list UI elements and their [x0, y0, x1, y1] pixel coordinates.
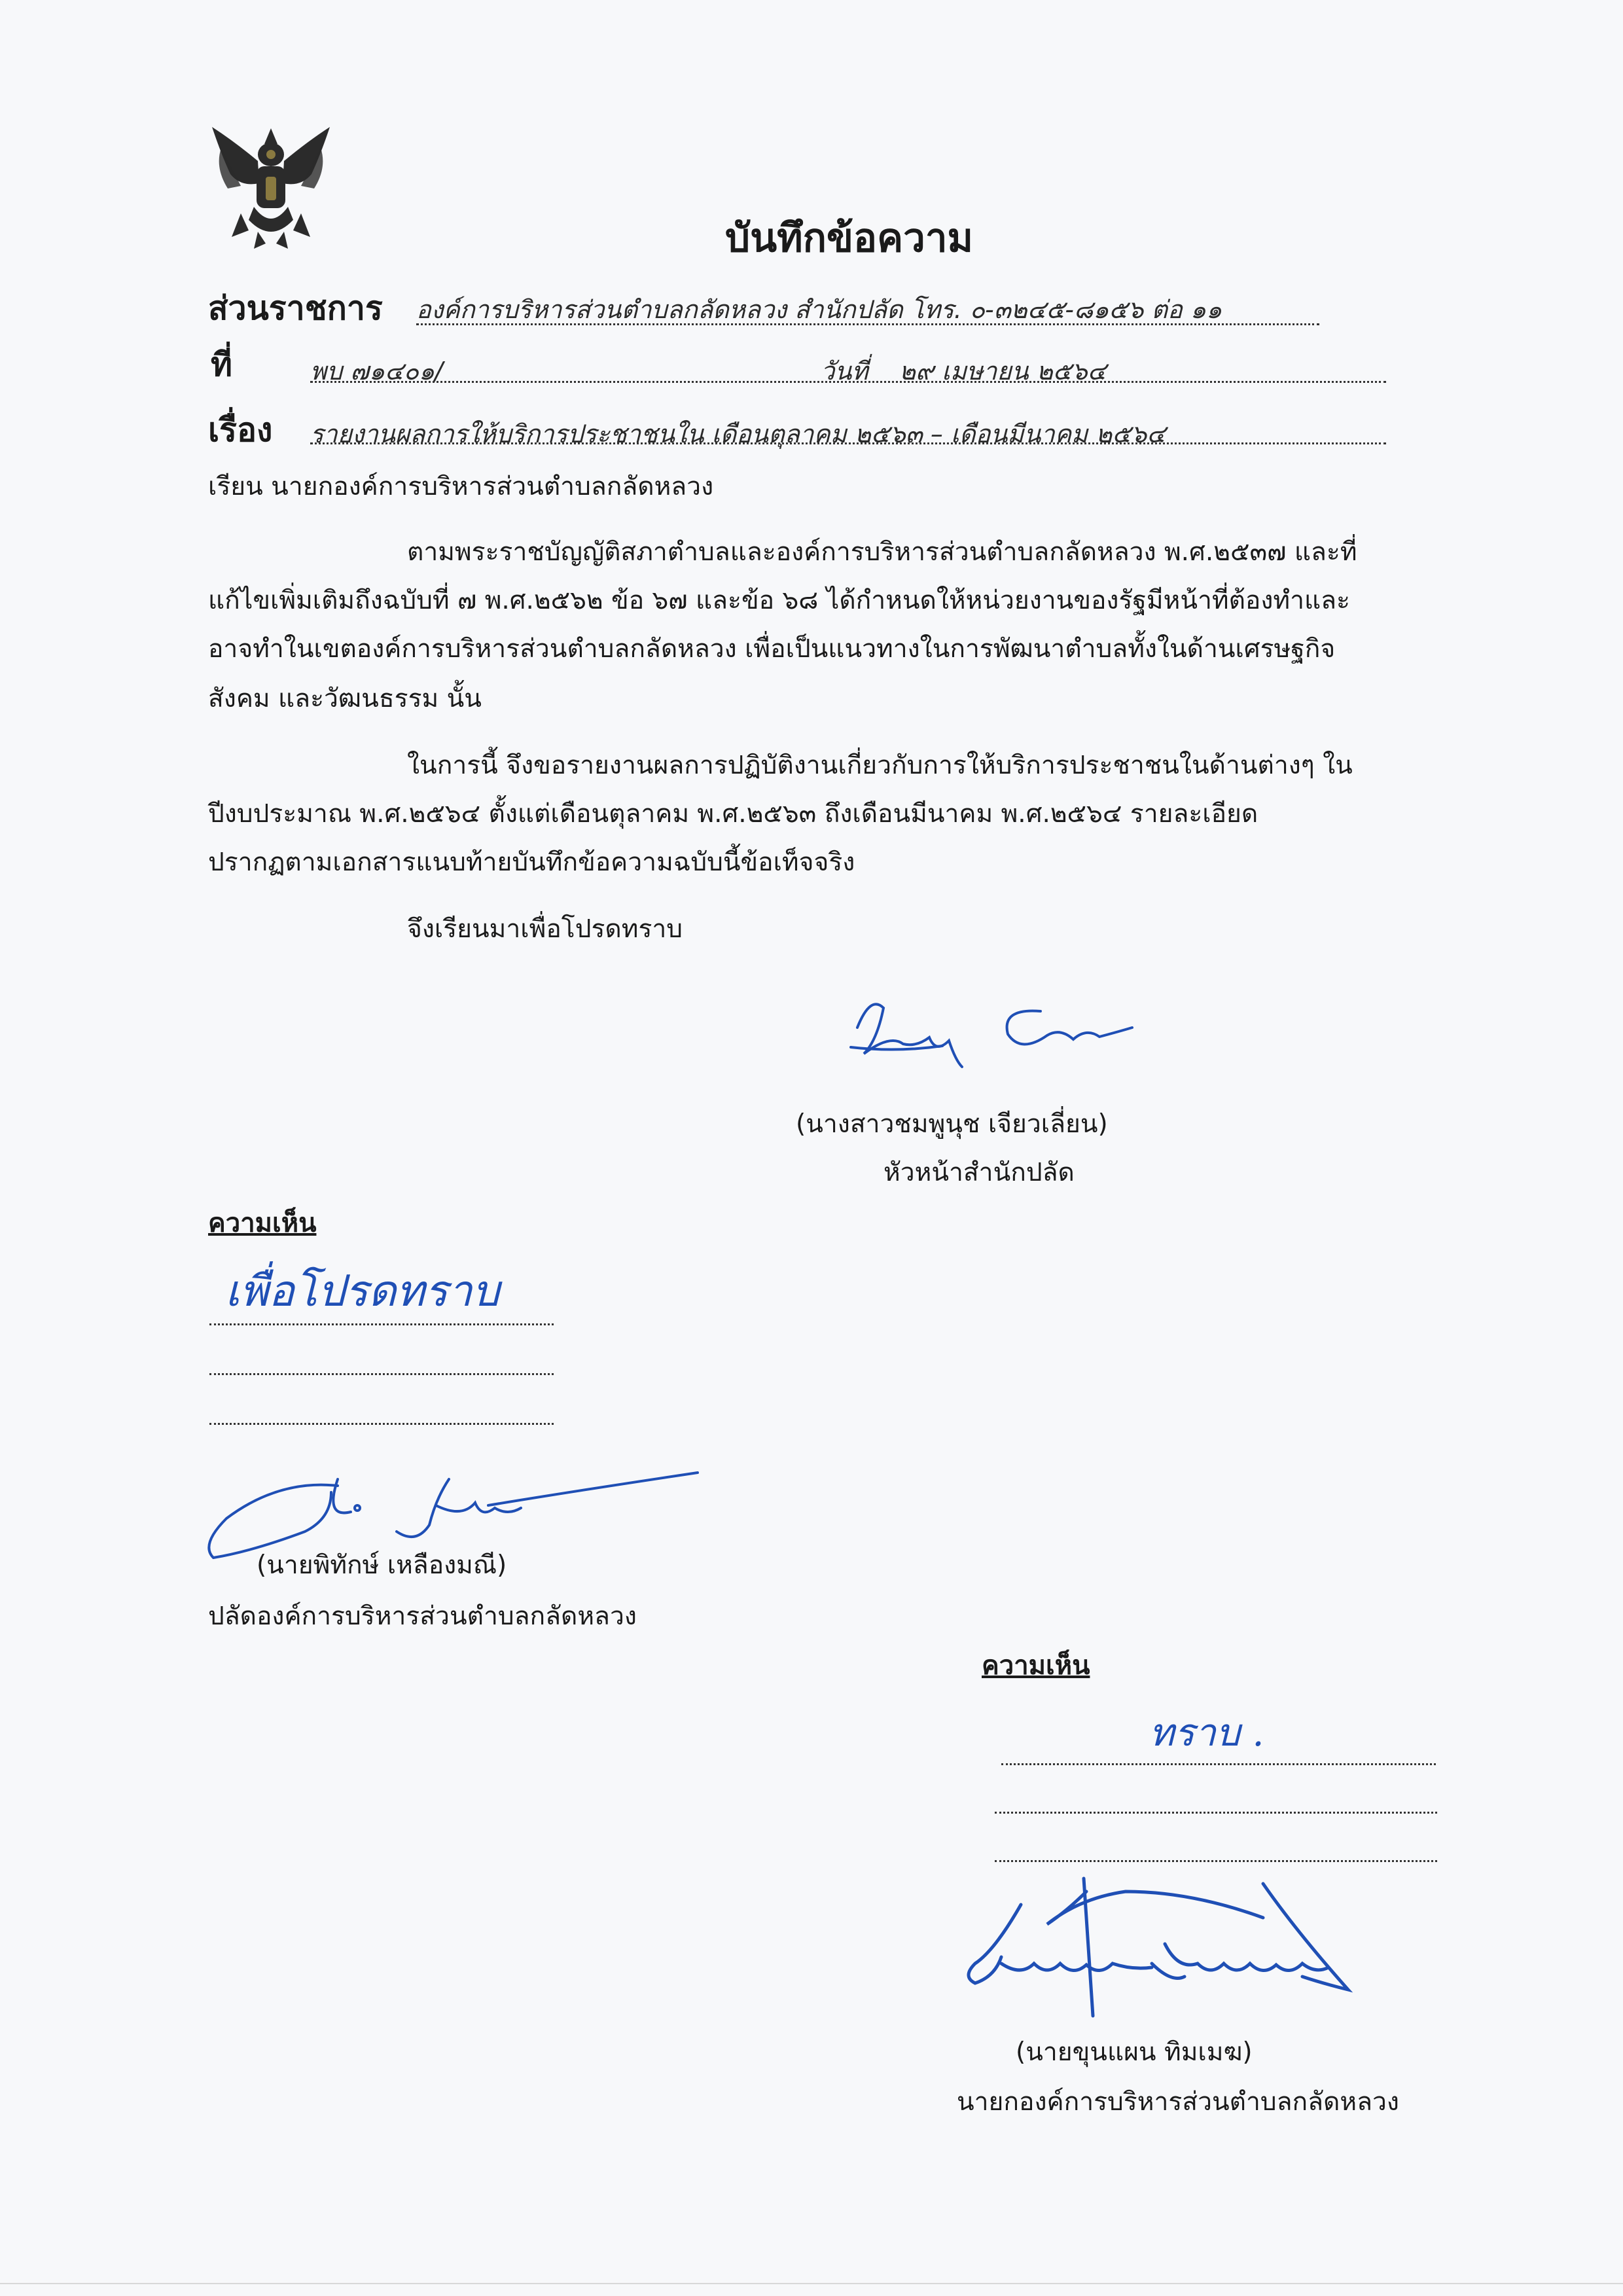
subject-label: เรื่อง — [208, 411, 273, 449]
opinion2-line1 — [1001, 1763, 1436, 1765]
signer1-name: (นางสาวชมพูนุช เจียวเลี่ยน) — [796, 1109, 1108, 1139]
date-label: วันที่ — [821, 357, 868, 386]
signature-1-icon — [838, 982, 1139, 1073]
opinion1-handwritten: เพื่อโปรดทราบ — [225, 1266, 500, 1316]
opinion1-line3 — [209, 1423, 554, 1425]
agency-dotted-line — [416, 323, 1319, 325]
paragraph1-line2: แก้ไขเพิ่มเติมถึงฉบับที่ ๗ พ.ศ.๒๕๖๒ ข้อ ๖๗ และข้อ ๖๘ ได้กำหนดให้หน่วยงานของรัฐมีหน้าที่ต้องทำและ — [208, 586, 1350, 615]
opinion1-name: (นายพิทักษ์ เหลืองมณี) — [257, 1551, 507, 1580]
paragraph2-line3: ปรากฏตามเอกสารแนบท้ายบันทึกข้อความฉบับนี้ข้อเท็จจริง — [208, 848, 855, 877]
document-title: บันทึกข้อความ — [725, 215, 974, 261]
paragraph1-line4: สังคม และวัฒนธรรม นั้น — [208, 684, 482, 713]
paragraph2-line1: ในการนี้ จึงขอรายงานผลการปฏิบัติงานเกี่ยวกับการให้บริการประชาชนในด้านต่างๆ ใน — [407, 751, 1353, 780]
paragraph1-line1: ตามพระราชบัญญัติสภาตำบลและองค์การบริหารส่วนตำบลกลัดหลวง พ.ศ.๒๕๓๗ และที่ — [407, 537, 1357, 567]
salutation: เรียน นายกองค์การบริหารส่วนตำบลกลัดหลวง — [208, 472, 714, 501]
opinion2-heading: ความเห็น — [982, 1651, 1090, 1681]
opinion1-heading: ความเห็น — [208, 1208, 317, 1238]
agency-label: ส่วนราชการ — [208, 289, 383, 327]
scan-bottom-edge — [0, 2283, 1623, 2284]
opinion2-name: (นายขุนแผน ทิมเมฆ) — [1016, 2037, 1253, 2067]
opinion1-line1 — [209, 1323, 554, 1325]
ref-dotted-line — [310, 381, 1386, 383]
paragraph1-line3: อาจทำในเขตองค์การบริหารส่วนตำบลกลัดหลวง เพื่อเป็นแนวทางในการพัฒนาตำบลทั้งในด้านเศรษฐกิจ — [208, 634, 1336, 664]
subject-dotted-line — [310, 442, 1386, 444]
agency-value: องค์การบริหารส่วนตำบลกลัดหลวง สำนักปลัด โทร. ๐-๓๒๔๕-๘๑๕๖ ต่อ ๑๑ — [416, 295, 1222, 324]
signature-3-icon — [955, 1852, 1361, 2029]
signer1-position: หัวหน้าสำนักปลัด — [883, 1158, 1075, 1187]
opinion2-line2 — [995, 1812, 1437, 1814]
opinion2-position: นายกองค์การบริหารส่วนตำบลกลัดหลวง — [957, 2087, 1399, 2117]
ref-label: ที่ — [211, 346, 232, 384]
closing-text: จึงเรียนมาเพื่อโปรดทราบ — [407, 914, 683, 944]
opinion1-line2 — [209, 1373, 554, 1375]
ref-value: พบ ๗๑๔๐๑/ — [310, 357, 443, 386]
paragraph2-line2: ปีงบประมาณ พ.ศ.๒๕๖๔ ตั้งแต่เดือนตุลาคม พ.ศ.๒๕๖๓ ถึงเดือนมีนาคม พ.ศ.๒๕๖๔ รายละเอียด — [208, 799, 1258, 829]
date-value: ๒๙ เมษายน ๒๕๖๔ — [899, 357, 1107, 386]
garuda-emblem-icon — [208, 115, 334, 253]
opinion2-handwritten: ทราบ . — [1149, 1710, 1264, 1755]
opinion1-position: ปลัดองค์การบริหารส่วนตำบลกลัดหลวง — [208, 1602, 637, 1631]
subject-value: รายงานผลการให้บริการประชาชนใน เดือนตุลาคม ๒๕๖๓ – เดือนมีนาคม ๒๕๖๔ — [310, 420, 1166, 448]
